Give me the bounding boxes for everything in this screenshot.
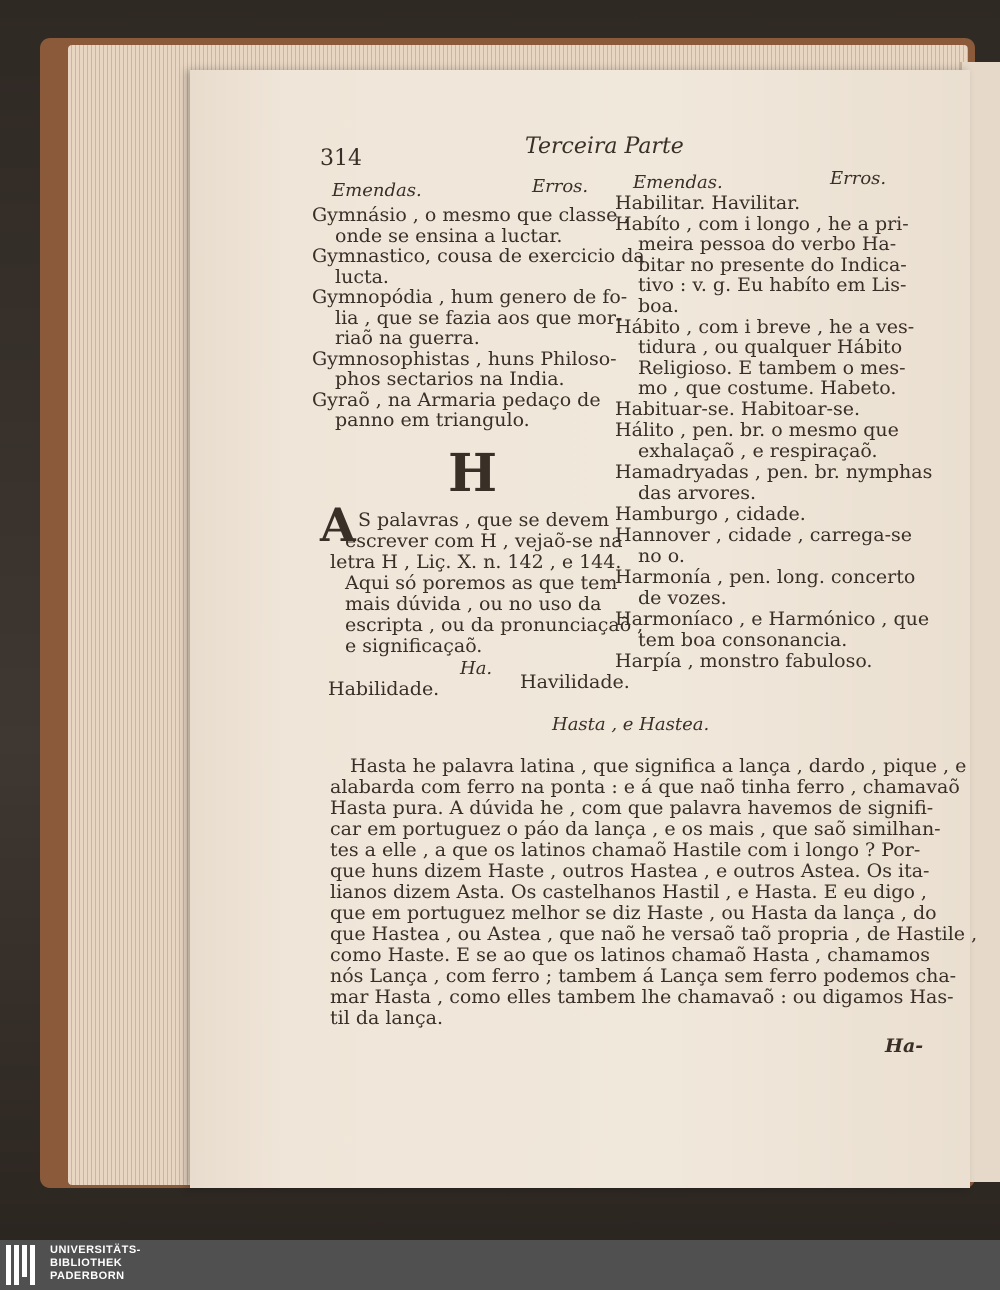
- right-entry-line: tidura , ou qualquer Hábito: [638, 336, 903, 358]
- right-entry-line: das arvores.: [638, 482, 756, 504]
- library-logo-icon: [6, 1245, 40, 1285]
- left-col-head-erros: Erros.: [532, 176, 589, 197]
- sub-heading: Ha.: [460, 658, 493, 679]
- footer-bar: [0, 1240, 1000, 1290]
- running-head: Terceira Parte: [525, 134, 684, 159]
- left-entry-line: Gymnásio , o mesmo que classe ,: [312, 204, 630, 226]
- intro-line: Aqui só poremos as que tem: [345, 572, 618, 594]
- body-line: til da lança.: [330, 1007, 444, 1029]
- right-entry-line: Hábito , com i breve , he a ves-: [615, 316, 915, 338]
- catchword: Ha-: [885, 1035, 924, 1057]
- left-entry-line: Gyraõ , na Armaria pedaço de: [312, 389, 601, 411]
- intro-line: escripta , ou da pronunciaçaõ ,: [345, 614, 644, 636]
- right-col-head-emendas: Emendas.: [633, 172, 723, 193]
- left-entry-line: Gymnastico, cousa de exercicio da: [312, 245, 645, 267]
- intro-line: escrever com H , vejaõ-se na: [345, 530, 623, 552]
- right-entry-line: tem boa consonancia.: [638, 629, 848, 651]
- body-line: que Hastea , ou Astea , que naõ he versaõ taõ propria , de Hastile ,: [330, 923, 978, 945]
- left-col-head-emendas: Emendas.: [332, 180, 422, 201]
- pair-correct: Habilidade.: [328, 678, 440, 700]
- left-entry-line: phos sectarios na India.: [335, 368, 565, 390]
- right-col-head-erros: Erros.: [830, 168, 887, 189]
- right-entry-line: boa.: [638, 295, 679, 317]
- logo-line: PADERBORN: [50, 1270, 125, 1282]
- left-entry-line: Gymnosophistas , huns Philoso-: [312, 348, 617, 370]
- body-line: como Haste. E se ao que os latinos chamaõ Hasta , chamamos: [330, 944, 930, 966]
- right-entry-line: bitar no presente do Indica-: [638, 254, 907, 276]
- page-number: 314: [320, 146, 362, 171]
- body-line: lianos dizem Asta. Os castelhanos Hastil , e Hasta. E eu digo ,: [330, 881, 927, 903]
- intro-line: e significaçaõ.: [345, 635, 483, 657]
- body-line: Hasta he palavra latina , que significa a lança , dardo , pique , e: [350, 755, 967, 777]
- body-line: que em portuguez melhor se diz Haste , ou Hasta da lança , do: [330, 902, 937, 924]
- right-entry-line: meira pessoa do verbo Ha-: [638, 233, 897, 255]
- book-page: [190, 70, 978, 1188]
- left-entry-line: lucta.: [335, 266, 389, 288]
- left-entry-line: panno em triangulo.: [335, 409, 530, 431]
- right-entry-line: Habilitar. Havilitar.: [615, 192, 801, 214]
- right-entry-line: Harpía , monstro fabuloso.: [615, 650, 873, 672]
- right-entry-line: Hamadryadas , pen. br. nymphas: [615, 461, 933, 483]
- right-entry-line: exhalaçaõ , e respiraçaõ.: [638, 440, 878, 462]
- right-entry-line: Harmonía , pen. long. concerto: [615, 566, 916, 588]
- section-letter: H: [448, 443, 498, 504]
- library-logo-text: [50, 1244, 141, 1283]
- right-entry-line: Hamburgo , cidade.: [615, 503, 806, 525]
- body-line: mar Hasta , como elles tambem lhe chamavaõ : ou digamos Has-: [330, 986, 954, 1008]
- right-entry-line: no o.: [638, 545, 685, 567]
- body-line: nós Lança , com ferro ; tambem á Lança sem ferro podemos cha-: [330, 965, 957, 987]
- pair-error: Havilidade.: [520, 671, 630, 693]
- drop-cap: A: [320, 498, 356, 552]
- logo-line: BIBLIOTHEK: [50, 1257, 123, 1269]
- left-entry-line: Gymnopódia , hum genero de fo-: [312, 286, 628, 308]
- right-entry-line: Habituar-se. Habitoar-se.: [615, 398, 860, 420]
- left-entry-line: lia , que se fazia aos que mor-: [335, 307, 623, 329]
- section-title: Hasta , e Hastea.: [552, 714, 710, 735]
- body-line: Hasta pura. A dúvida he , com que palavra havemos de signifi-: [330, 797, 934, 819]
- right-entry-line: Religioso. E tambem o mes-: [638, 357, 906, 379]
- intro-line: mais dúvida , ou no uso da: [345, 593, 602, 615]
- right-entry-line: tivo : v. g. Eu habíto em Lis-: [638, 274, 907, 296]
- left-entry-line: onde se ensina a luctar.: [335, 225, 563, 247]
- intro-line: S palavras , que se devem: [358, 509, 610, 531]
- right-entry-line: Hannover , cidade , carrega-se: [615, 524, 913, 546]
- body-line: tes a elle , a que os latinos chamaõ Hastile com i longo ? Por-: [330, 839, 921, 861]
- body-line: alabarda com ferro na ponta : e á que naõ tinha ferro , chamavaõ: [330, 776, 960, 798]
- intro-line: letra H , Liç. X. n. 142 , e 144.: [330, 551, 622, 573]
- right-entry-line: Hálito , pen. br. o mesmo que: [615, 419, 899, 441]
- logo-line: UNIVERSITÄTS-: [50, 1244, 141, 1256]
- right-entry-line: Harmoníaco , e Harmónico , que: [615, 608, 930, 630]
- right-entry-line: Habíto , com i longo , he a pri-: [615, 213, 909, 235]
- right-entry-line: mo , que costume. Habeto.: [638, 377, 897, 399]
- right-entry-line: de vozes.: [638, 587, 727, 609]
- body-line: car em portuguez o páo da lança , e os mais , que saõ similhan-: [330, 818, 941, 840]
- body-line: que huns dizem Haste , outros Hastea , e outros Astea. Os ita-: [330, 860, 930, 882]
- left-entry-line: riaõ na guerra.: [335, 327, 480, 349]
